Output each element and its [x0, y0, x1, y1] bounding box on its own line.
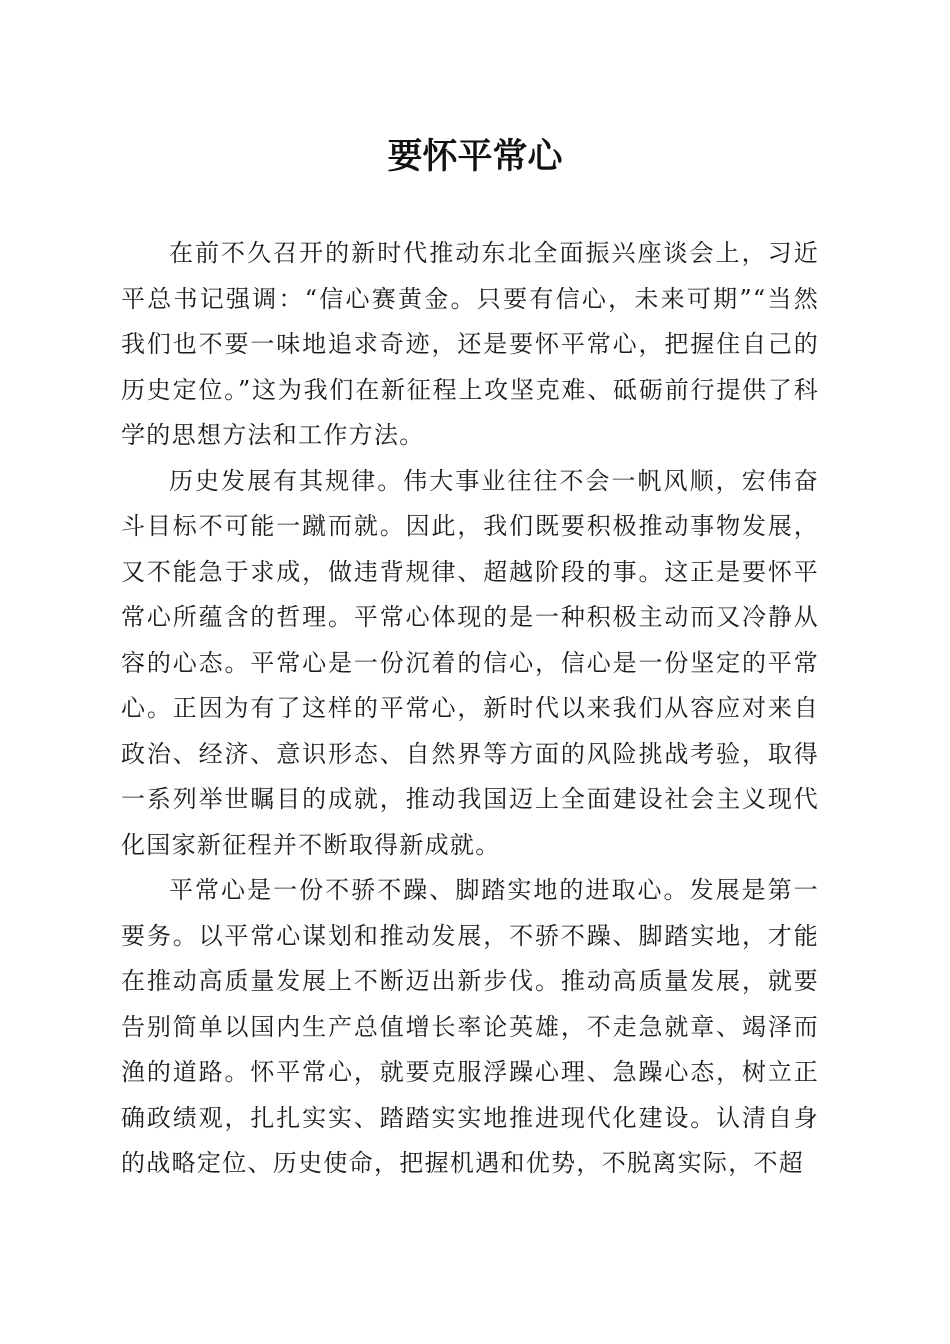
paragraph-1: 在前不久召开的新时代推动东北全面振兴座谈会上，习近平总书记强调：“信心赛黄金。只要有信心，未来可期”“当然我们也不要一味地追求奇迹，还是要怀平常心，把握住自己的历史定位。”这为我们在新征程上攻坚克难、砥砺前行提供了科学的思想方法和工作方法。 [121, 239, 819, 449]
document-body [121, 231, 819, 1187]
paragraph-3: 平常心是一份不骄不躁、脚踏实地的进取心。发展是第一要务。以平常心谋划和推动发展，不骄不躁、脚踏实地，才能在推动高质量发展上不断迈出新步伐。推动高质量发展，就要告别简单以国内生产总值增长率论英雄，不走急就章、竭泽而渔的道路。怀平常心，就要克服浮躁心理、急躁心态，树立正确政绩观，扎扎实实、踏踏实实地推进现代化建设。认清自身的战略定位、历史使命，把握机遇和优势，不脱离实际，不超 [121, 876, 819, 1177]
paragraph-2: 历史发展有其规律。伟大事业往往不会一帆风顺，宏伟奋斗目标不可能一蹴而就。因此，我们既要积极推动事物发展，又不能急于求成，做违背规律、超越阶段的事。这正是要怀平常心所蕴含的哲理。平常心体现的是一种积极主动而又冷静从容的心态。平常心是一份沉着的信心，信心是一份坚定的平常心。正因为有了这样的平常心，新时代以来我们从容应对来自政治、经济、意识形态、自然界等方面的风险挑战考验，取得一系列举世瞩目的成就，推动我国迈上全面建设社会主义现代化国家新征程并不断取得新成就。 [121, 466, 819, 859]
document-title: 要怀平常心 [387, 136, 563, 177]
